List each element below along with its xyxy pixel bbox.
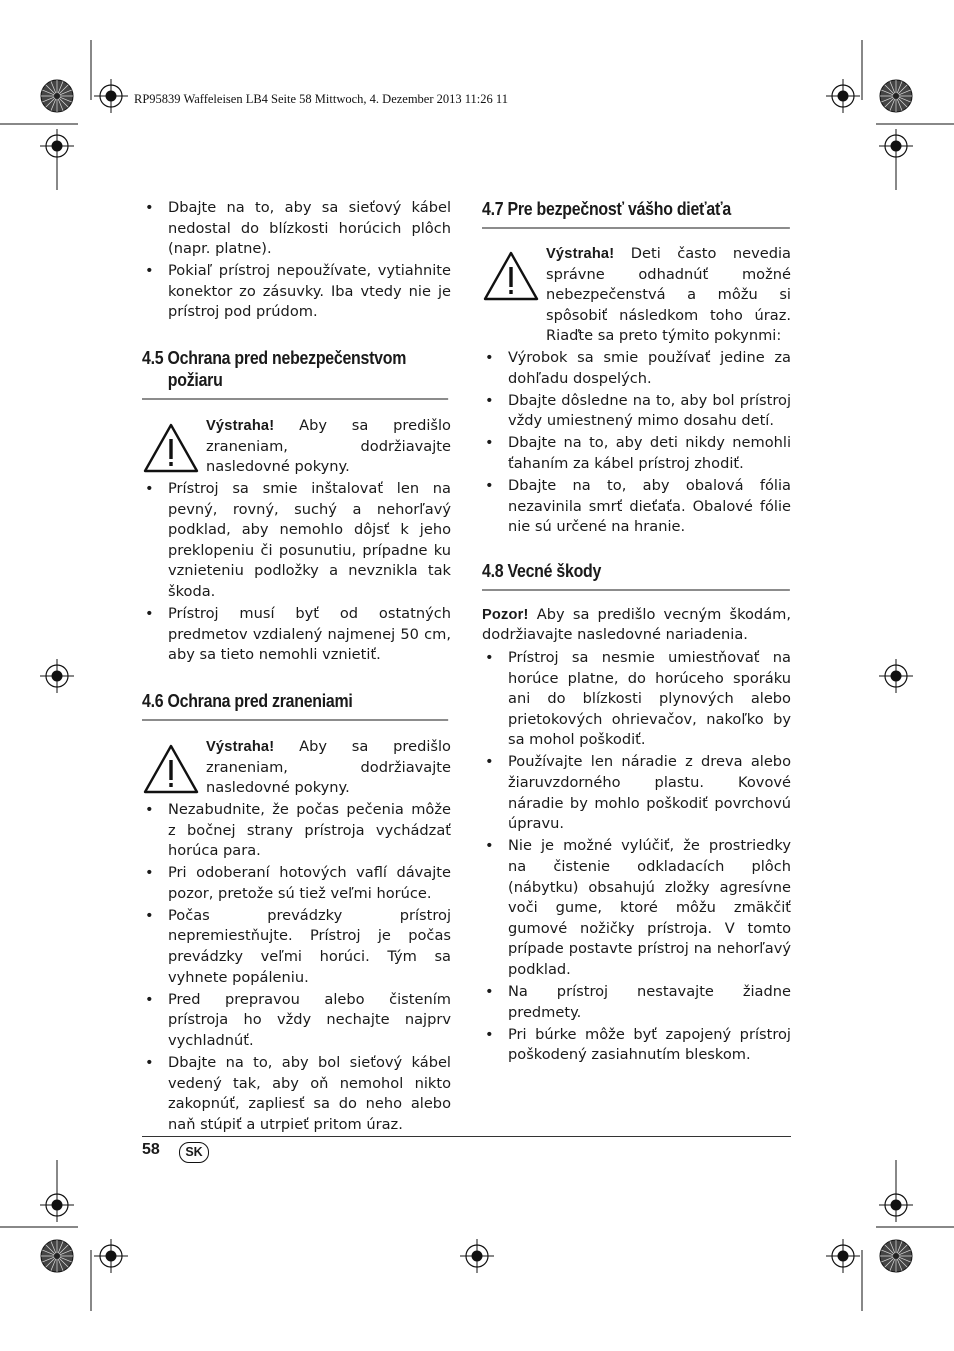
- section-title: Vecné škody: [507, 559, 602, 581]
- section-title-line1: Ochrana pred nebezpečenstvom: [167, 347, 407, 369]
- section-heading-4-7: [482, 198, 790, 229]
- caution-text: Aby sa predišlo vecným škodám, dodržiavajte nasledovné nariadenia.: [482, 605, 791, 644]
- section-number: 4.6: [142, 689, 164, 711]
- list-item: • Nie je možné vylúčiť, že prostriedky na čistenie odkladacích plôch (nábytku) obsahujú zložky agresívne voči gume, ktoré môžu zmäkčiť gumové nožičky prístroja. V tomto prípade postavte prístroj na nehorľavý podklad.: [482, 836, 791, 980]
- list-item: • Používajte len náradie z dreva alebo žiaruvzdorného plastu. Kovové náradie by mohlo poškodiť povrchovú úpravu.: [482, 752, 791, 834]
- warning-triangle-icon: [142, 422, 200, 474]
- warning-text: Aby sa predišlo zraneniam, dodržiavajte nasledovné pokyny.: [206, 737, 451, 797]
- intro-list: [142, 198, 451, 323]
- list-item: • Dbajte na to, aby sa sieťový kábel nedostal do blízkosti horúcich plôch (napr. platne).: [142, 198, 451, 260]
- warning-text: Deti často nevedia správne odhadnúť možné nebezpečenstvá a môžu si spôsobiť následkom toho úraz. Riaďte sa preto týmito pokynmi:: [546, 245, 791, 345]
- warning-triangle-icon: [482, 250, 540, 302]
- section-heading-4-6: [142, 690, 448, 721]
- section-4-5-list: [142, 479, 451, 666]
- section-4-7-list: [482, 348, 791, 538]
- list-item: • Výrobok sa smie používať jedine za dohľadu dospelých.: [482, 348, 791, 389]
- print-slug-line: RP95839 Waffeleisen LB4 Seite 58 Mittwoch, 4. Dezember 2013 11:26 11: [134, 92, 508, 106]
- section-title: Pre bezpečnosť vášho dieťaťa: [507, 198, 731, 219]
- list-item: • Na prístroj nestavajte žiadne predmety.: [482, 982, 791, 1023]
- list-item: • Pokiaľ prístroj nepoužívate, vytiahnite konektor zo zásuvky. Iba vtedy nie je prístroj pod prúdom.: [142, 261, 451, 323]
- list-item: • Prístroj sa smie inštalovať len na pevný, rovný, suchý a nehorľavý podklad, aby nemohlo dôjsť k jeho preklopeniu či posunutiu, prípadne ku vznieteniu podložky a nevznikla tak škoda.: [142, 479, 451, 603]
- list-item: • Dbajte na to, aby obalová fólia nezavinila smrť dieťaťa. Obalové fólie nie sú určené na hranie.: [482, 476, 791, 538]
- right-column: [482, 198, 791, 1067]
- caution-note: [482, 605, 791, 646]
- list-item: • Dbajte na to, aby deti nikdy nemohli ťahaním za kábel prístroj zhodiť.: [482, 433, 791, 474]
- left-column: [142, 198, 451, 1137]
- section-heading-4-8: [482, 560, 790, 591]
- list-item: • Počas prevádzky prístroj nepremiestňujte. Prístroj je počas prevádzky veľmi horúci. Tým sa vyhnete popáleniu.: [142, 906, 451, 988]
- page-number: 58: [142, 1141, 160, 1158]
- section-4-8-list: [482, 648, 791, 1066]
- section-4-6-list: [142, 800, 451, 1136]
- section-title-line2: požiaru: [167, 369, 223, 391]
- section-title: Ochrana pred zraneniami: [167, 689, 353, 711]
- section-heading-4-5: [142, 347, 448, 400]
- warning-block: [482, 244, 791, 347]
- list-item: • Prístroj sa nesmie umiestňovať na horúce platne, do horúceho sporáku ani do blízkosti plynových alebo prietokových ohrievačov, nakoľko by sa mohol poškodiť.: [482, 648, 791, 751]
- warning-triangle-icon: [142, 743, 200, 795]
- list-item: • Prístroj musí byť od ostatných predmetov vzdialený najmenej 50 cm, aby sa tieto nemohli vznietiť.: [142, 604, 451, 666]
- warning-block: [142, 416, 451, 478]
- warning-text: Aby sa predišlo zraneniam, dodržiavajte nasledovné pokyny.: [206, 417, 451, 476]
- section-number: 4.5: [142, 347, 164, 369]
- list-item: • Nezabudnite, že počas pečenia môže z bočnej strany prístroja vychádzať horúca para.: [142, 800, 451, 862]
- section-number: 4.7: [482, 198, 504, 219]
- list-item: • Dbajte na to, aby bol sieťový kábel vedený tak, aby oň nemohol nikto zakopnúť, zapliesť sa do neho alebo naň stúpiť a utrpieť pritom úraz.: [142, 1053, 451, 1135]
- section-number: 4.8: [482, 559, 504, 581]
- warning-label: Výstraha!: [206, 738, 275, 755]
- language-badge: SK: [179, 1142, 209, 1163]
- warning-label: Výstraha!: [206, 418, 275, 435]
- warning-block: [142, 737, 451, 799]
- list-item: • Pri odoberaní hotových vaflí dávajte pozor, pretože sú tiež veľmi horúce.: [142, 863, 451, 904]
- caution-label: Pozor!: [482, 606, 529, 623]
- list-item: • Dbajte dôsledne na to, aby bol prístroj vždy umiestnený mimo dosahu detí.: [482, 391, 791, 432]
- list-item: • Pri búrke môže byť zapojený prístroj poškodený zasiahnutím bleskom.: [482, 1025, 791, 1066]
- list-item: • Pred prepravou alebo čistením prístroja ho vždy nechajte najprv vychladnúť.: [142, 990, 451, 1052]
- warning-label: Výstraha!: [546, 246, 615, 262]
- footer-rule: [142, 1136, 791, 1137]
